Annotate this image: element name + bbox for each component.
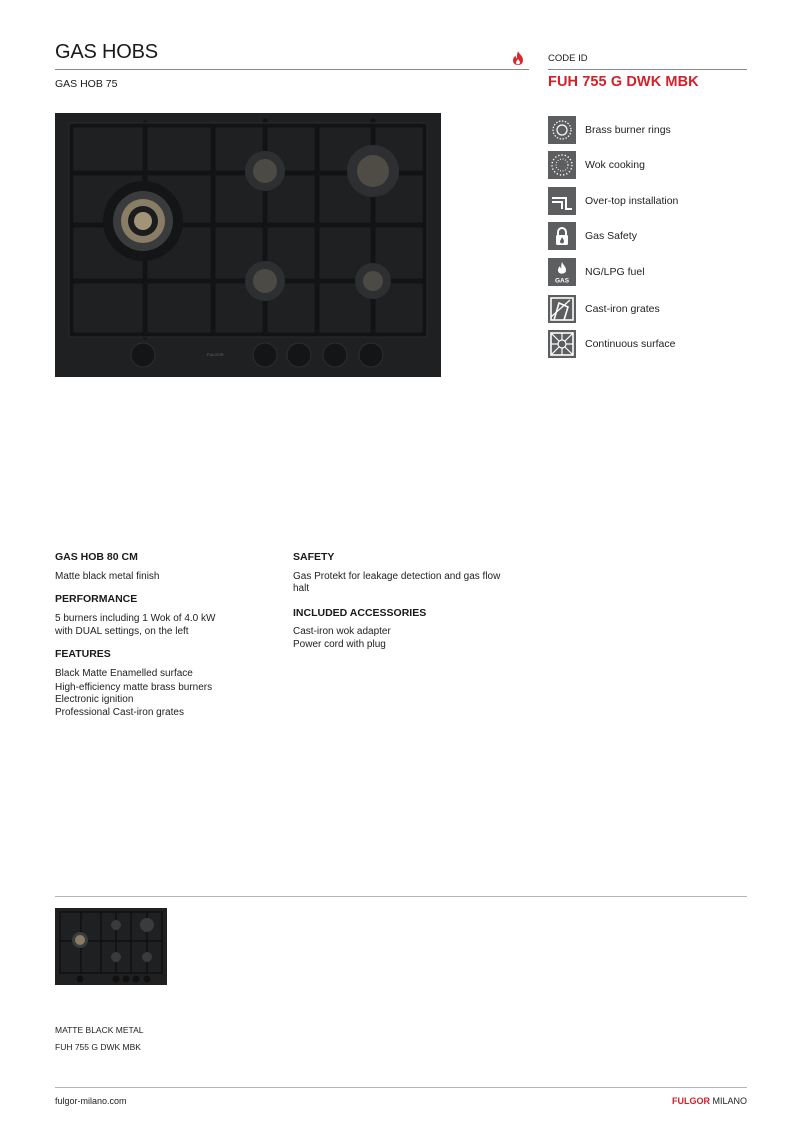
code-rule [548,69,747,70]
feature-brass-burner-rings [548,116,748,144]
variant-code: FUH 755 G DWK MBK [55,1042,141,1052]
page-title: GAS HOBS [55,41,158,63]
wok-cooking-icon [548,151,576,179]
brand-mark: FULGOR [207,352,224,357]
spec-text: with DUAL settings, on the left [55,626,189,637]
gas-safety-lock-icon [548,222,576,250]
variant-finish: MATTE BLACK METAL [55,1025,144,1035]
variant-thumbnail[interactable] [55,908,167,985]
spec-text: Power cord with plug [293,639,386,650]
feature-label: Continuous surface [585,338,676,350]
feature-gas-fuel [548,258,748,286]
spec-text: Electronic ignition [55,694,134,705]
spec-text: halt [293,583,310,594]
spec-text: High-efficiency matte brass burners [55,682,213,693]
gas-fuel-icon [548,258,576,286]
feature-cast-iron-grates [548,295,748,323]
feature-continuous-surface [548,330,748,358]
spec-text: 5 burners including 1 Wok of 4.0 kW [55,613,216,624]
feature-label: NG/LPG fuel [585,266,645,278]
spec-text: Cast-iron wok adapter [293,626,391,637]
feature-label: Over-top installation [585,195,679,207]
spec-heading-features: FEATURES [55,648,111,660]
brass-burner-rings-icon [548,116,576,144]
feature-label: Cast-iron grates [585,303,660,315]
continuous-surface-icon [548,330,576,358]
feature-label: Wok cooking [585,159,645,171]
hob-illustration [55,113,441,377]
spec-heading-hob: GAS HOB 80 CM [55,551,138,563]
feature-label: Brass burner rings [585,124,671,136]
spec-text: Matte black metal finish [55,571,160,582]
product-image [55,113,441,377]
footer-brand-light: MILANO [712,1096,747,1106]
gas-icon-text: GAS [554,277,570,285]
product-code: FUH 755 G DWK MBK [548,74,699,90]
variant-rule [55,896,747,897]
spec-heading-performance: PERFORMANCE [55,593,138,605]
footer-url-link[interactable]: fulgor-milano.com [55,1096,127,1106]
thumbnail-hob-illustration [55,908,167,985]
feature-wok-cooking [548,151,748,179]
page-subtitle: GAS HOB 75 [55,78,118,90]
feature-over-top-installation [548,187,748,215]
spec-heading-safety: SAFETY [293,551,335,563]
footer-brand [672,1096,747,1106]
spec-heading-accessories: INCLUDED ACCESSORIES [293,607,427,619]
feature-label: Gas Safety [585,230,637,242]
cast-iron-grates-icon [548,295,576,323]
footer-rule [55,1087,747,1088]
feature-gas-safety [548,222,748,250]
spec-text: Professional Cast-iron grates [55,707,184,718]
header-rule [55,69,529,70]
code-id-label: CODE ID [548,53,588,64]
spec-text: Gas Protekt for leakage detection and gas flow [293,571,501,582]
over-top-installation-icon [548,187,576,215]
flame-icon [511,50,525,71]
spec-text: Black Matte Enamelled surface [55,668,193,679]
footer-brand-bold: FULGOR [671,1096,710,1106]
